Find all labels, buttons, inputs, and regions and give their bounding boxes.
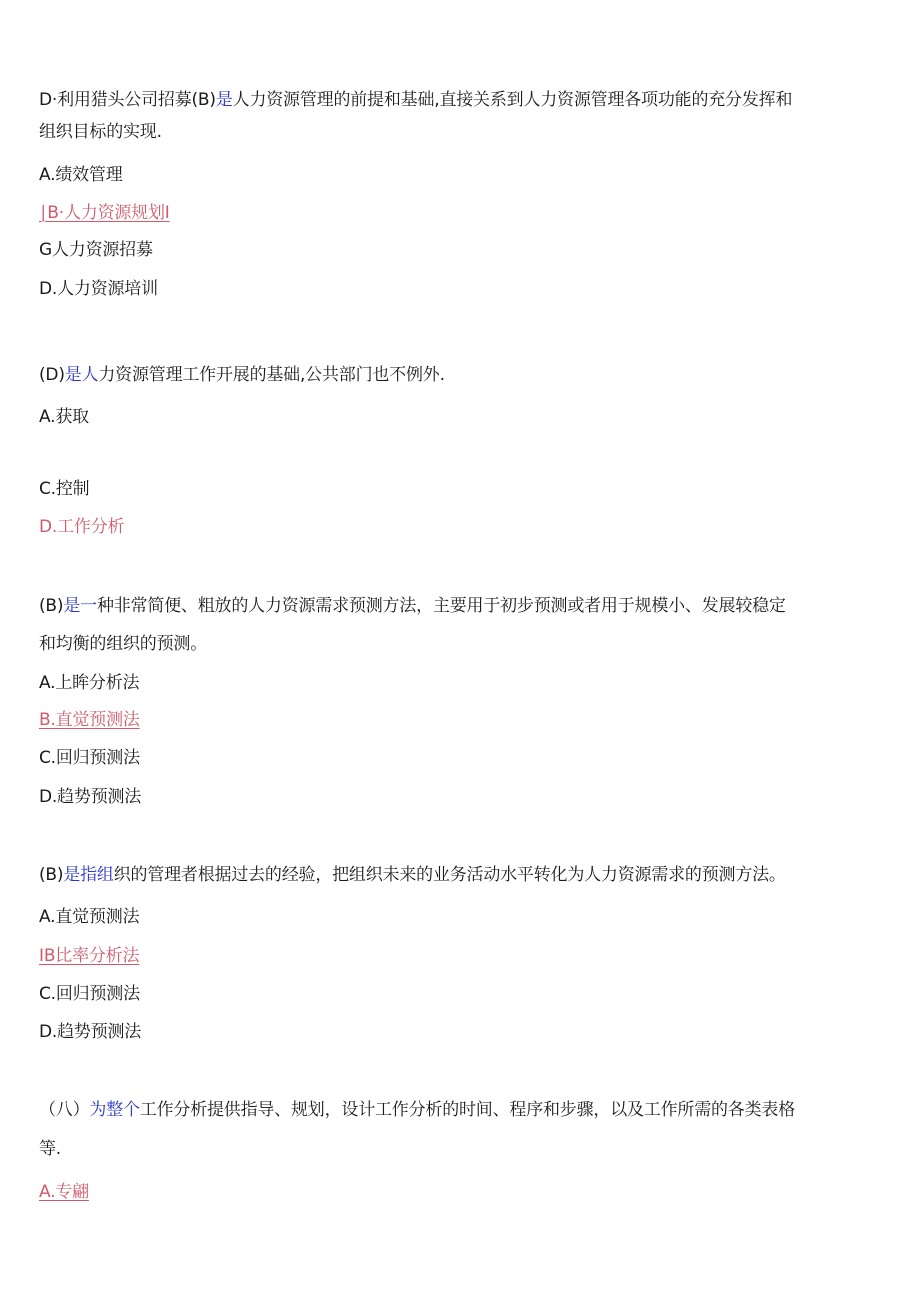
q3-stem-line1 (39, 595, 786, 617)
q3-stem-line2: 和均衡的组织的预测。 (39, 634, 207, 654)
q1-stem-suffix: 人力资源管理的前提和基础,直接关系到人力资源管理各项功能的充分发挥和 (232, 90, 793, 110)
q2-stem (39, 364, 445, 386)
q4-option-c: C.回归预测法 (39, 984, 140, 1004)
q4-option-b-answer: IB比率分析法 (39, 946, 140, 966)
q3-stem-suffix: 种非常简便、粗放的人力资源需求预测方法，主要用于初步预测或者用于规模小、发展较稳定 (96, 596, 786, 616)
q3-option-c: C.回归预测法 (39, 748, 140, 768)
q1-stem-line1 (39, 89, 792, 111)
q4-stem (39, 864, 786, 886)
q5-stem-line2: 等. (39, 1139, 62, 1159)
q3-option-b-answer: B.直觉预测法 (39, 710, 140, 730)
q4-stem-highlight: 是指组 (63, 865, 114, 885)
q1-option-c: G人力资源招募 (39, 240, 153, 260)
q5-option-a-answer: A.专翩 (39, 1182, 89, 1202)
q5-stem-highlight: 为整个 (89, 1100, 140, 1120)
q2-stem-prefix: (D) (39, 365, 65, 385)
q4-stem-prefix: (B) (39, 865, 64, 885)
q5-stem-prefix: （八） (39, 1100, 90, 1120)
q3-option-a: A.上眸分析法 (39, 673, 140, 693)
q2-option-d-answer: D.工作分析 (39, 517, 125, 537)
q3-stem-highlight: 是一 (63, 596, 97, 616)
q1-option-b-answer: ∣B·人力资源规划I (39, 203, 170, 223)
q2-option-c: C.控制 (39, 479, 90, 499)
q2-option-a: A.获取 (39, 407, 89, 427)
q4-stem-suffix: 织的管理者根据过去的经验，把组织未来的业务活动水平转化为人力资源需求的预测方法。 (113, 865, 786, 885)
q3-option-d: D.趋势预测法 (39, 787, 142, 807)
q1-stem-line2: 组织目标的实现. (39, 122, 162, 142)
q4-option-d: D.趋势预测法 (39, 1022, 142, 1042)
q2-stem-highlight: 是人 (64, 365, 99, 385)
q5-stem-suffix: 工作分析提供指导、规划，设计工作分析的时间、程序和步骤，以及工作所需的各类表格 (139, 1100, 796, 1120)
q1-stem-prefix: D·利用猎头公司招募(B) (39, 90, 216, 110)
q3-stem-prefix: (B) (39, 596, 64, 616)
q1-option-a: A.绩效管理 (39, 165, 123, 185)
q2-stem-suffix: 力资源管理工作开展的基础,公共部门也不例外. (98, 365, 445, 385)
q1-stem-highlight: 是 (215, 90, 233, 110)
q4-option-a: A.直觉预测法 (39, 907, 140, 927)
q1-option-d: D.人力资源培训 (39, 279, 158, 299)
q5-stem-line1 (39, 1099, 795, 1121)
